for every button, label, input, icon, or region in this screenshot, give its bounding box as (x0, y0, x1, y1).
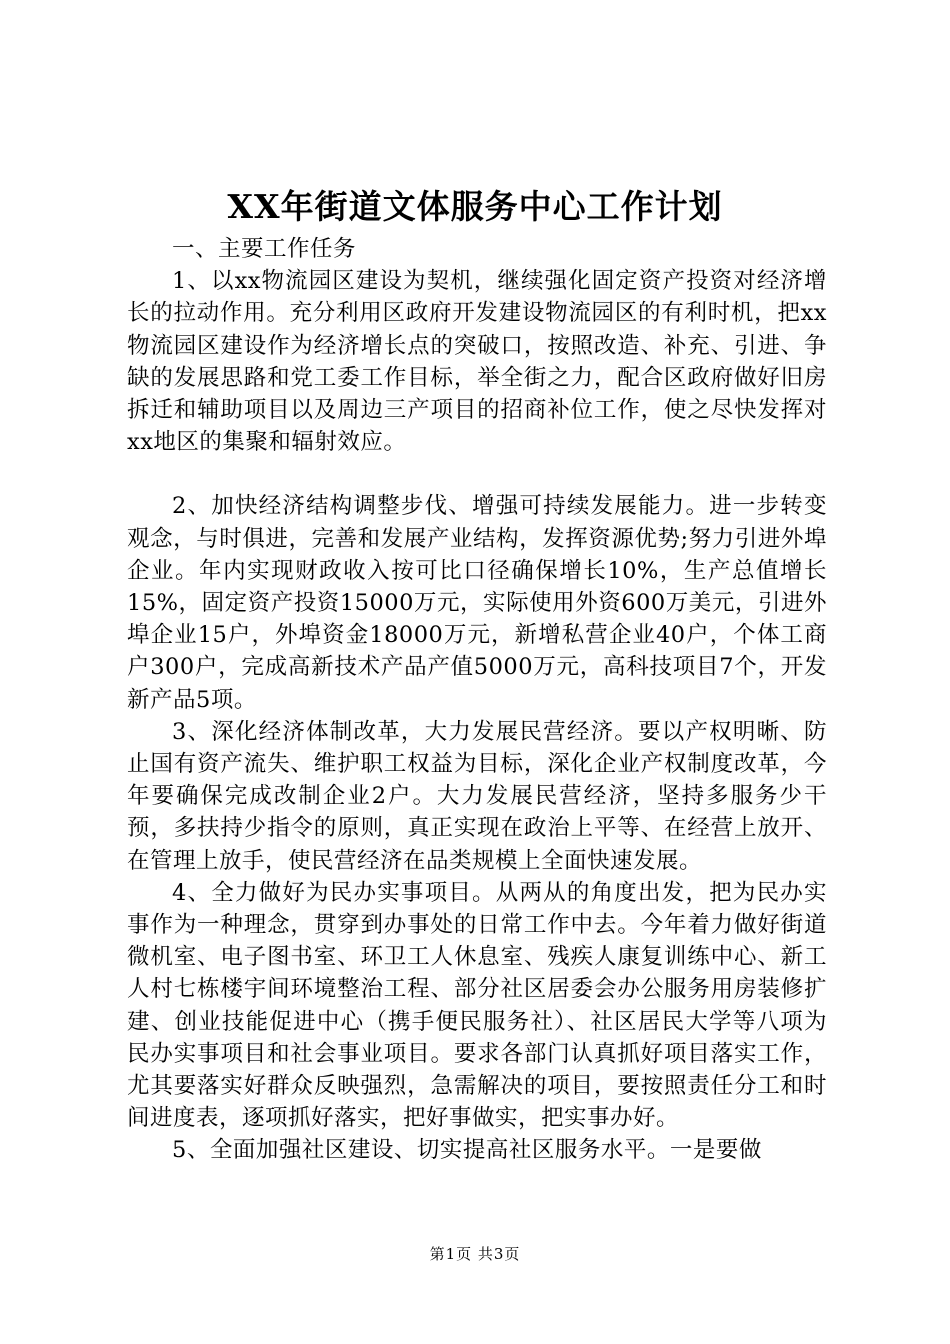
document-title: XX年街道文体服务中心工作计划 (227, 187, 723, 226)
paragraph-5: 5、全面加强社区建设、切实提高社区服务水平。一是要做 (172, 1137, 762, 1164)
section-heading: 一、主要工作任务 (172, 236, 357, 262)
paragraph-3: 3、深化经济体制改革，大力发展民营经济。要以产权明晰、防止国有资产流失、维护职工权益为目标，深化企业产权制度改革，今年要确保完成改制企业2户。大力发展民营经济，坚持多服务少干预，多扶持少指令的原则，真正实现在政治上平等、在经营上放开、在管理上放手，使民营经济在品类规模上全面快速发展。 (127, 718, 827, 874)
document-body (127, 233, 827, 1167)
page-footer: 第1页 共3页 (429, 1245, 521, 1263)
paragraph-1: 1、以xx物流园区建设为契机，继续强化固定资产投资对经济增长的拉动作用。充分利用区政府开发建设物流园区的有利时机，把xx物流园区建设作为经济增长点的突破口，按照改造、补充、引进、争缺的发展思路和党工委工作目标，举全街之力，配合区政府做好旧房拆迁和辅助项目以及周边三产项目的招商补位工作，使之尽快发挥对xx地区的集聚和辐射效应。 (127, 268, 827, 456)
paragraph-2: 2、加快经济结构调整步伐、增强可持续发展能力。进一步转变观念，与时俱进，完善和发展产业结构，发挥资源优势;努力引进外埠企业。年内实现财政收入按可比口径确保增长10%，生产总值增长15%，固定资产投资15000万元，实际使用外资600万美元，引进外埠企业15户，外埠资金18000万元，新增私营企业40户，个体工商户300户，完成高新技术产品产值5000万元，高科技项目7个，开发新产品5项。 (127, 493, 827, 713)
paragraph-4: 4、全力做好为民办实事项目。从两从的角度出发，把为民办实事作为一种理念，贯穿到办事处的日常工作中去。今年着力做好街道微机室、电子图书室、环卫工人休息室、残疾人康复训练中心、新工人村七栋楼宇间环境整治工程、部分社区居委会办公服务用房装修扩建、创业技能促进中心（携手便民服务社）、社区居民大学等八项为民办实事项目和社会事业项目。要求各部门认真抓好项目落实工作，尤其要落实好群众反映强烈，急需解决的项目，要按照责任分工和时间进度表，逐项抓好落实，把好事做实，把实事办好。 (127, 879, 827, 1132)
